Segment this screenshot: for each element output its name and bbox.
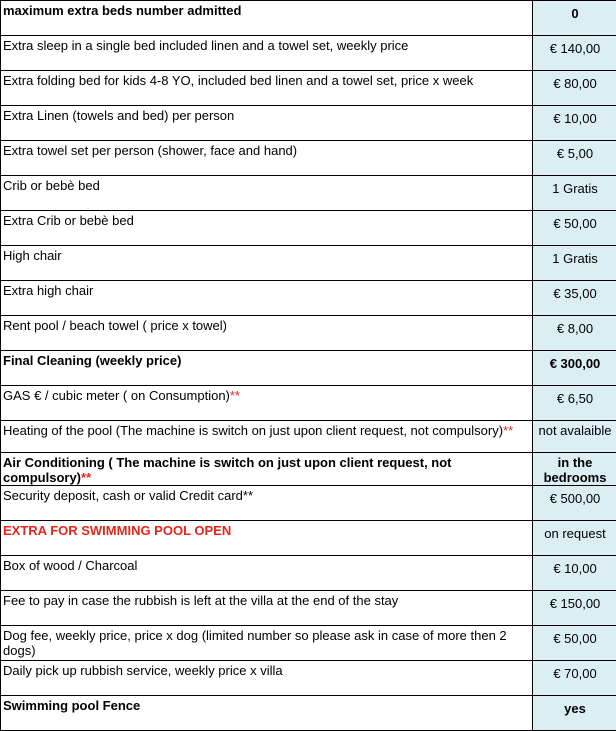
row-price: not avalaible bbox=[533, 421, 616, 453]
row-description bbox=[1, 36, 533, 71]
table-row bbox=[1, 486, 616, 521]
table-row bbox=[1, 176, 616, 211]
asterisk-note-mark: ** bbox=[230, 388, 240, 403]
row-price: 0 bbox=[533, 1, 616, 36]
row-price: 1 Gratis bbox=[533, 246, 616, 281]
description-text: Daily pick up rubbish service, weekly price x villa bbox=[3, 663, 283, 678]
description-text: Rent pool / beach towel ( price x towel) bbox=[3, 318, 227, 333]
table-row bbox=[1, 281, 616, 316]
row-price: on request bbox=[533, 521, 616, 556]
row-price: € 10,00 bbox=[533, 556, 616, 591]
table-row bbox=[1, 556, 616, 591]
description-text: High chair bbox=[3, 248, 62, 263]
asterisk-note-mark: ** bbox=[503, 423, 513, 438]
row-description bbox=[1, 626, 533, 661]
description-text: Air Conditioning ( The machine is switch on just upon client request, not compulsory) bbox=[3, 455, 452, 485]
row-description bbox=[1, 71, 533, 106]
table-row bbox=[1, 453, 616, 486]
asterisk-note-mark: ** bbox=[81, 470, 91, 485]
description-text: Crib or bebè bed bbox=[3, 178, 100, 193]
row-description bbox=[1, 1, 533, 36]
table-row bbox=[1, 661, 616, 696]
description-text: Extra sleep in a single bed included linen and a towel set, weekly price bbox=[3, 38, 408, 53]
table-row bbox=[1, 106, 616, 141]
description-text: Extra high chair bbox=[3, 283, 93, 298]
row-description bbox=[1, 661, 533, 696]
row-price: € 5,00 bbox=[533, 141, 616, 176]
description-text: Extra folding bed for kids 4-8 YO, included bed linen and a towel set, price x week bbox=[3, 73, 473, 88]
row-description bbox=[1, 246, 533, 281]
description-text: GAS € / cubic meter ( on Consumption) bbox=[3, 388, 230, 403]
table-row bbox=[1, 386, 616, 421]
row-description bbox=[1, 106, 533, 141]
table-row bbox=[1, 36, 616, 71]
table-row bbox=[1, 1, 616, 36]
row-price: € 500,00 bbox=[533, 486, 616, 521]
row-description bbox=[1, 351, 533, 386]
row-description bbox=[1, 453, 533, 486]
row-price: € 80,00 bbox=[533, 71, 616, 106]
description-text: Fee to pay in case the rubbish is left at the villa at the end of the stay bbox=[3, 593, 398, 608]
table-row bbox=[1, 351, 616, 386]
description-text: Extra Linen (towels and bed) per person bbox=[3, 108, 234, 123]
description-text: Dog fee, weekly price, price x dog (limited number so please ask in case of more then 2 dogs) bbox=[3, 628, 507, 658]
description-text: Box of wood / Charcoal bbox=[3, 558, 137, 573]
table-row bbox=[1, 591, 616, 626]
row-price: € 10,00 bbox=[533, 106, 616, 141]
row-description bbox=[1, 141, 533, 176]
description-text: EXTRA FOR SWIMMING POOL OPEN bbox=[3, 523, 231, 538]
description-text: Extra towel set per person (shower, face and hand) bbox=[3, 143, 297, 158]
row-description bbox=[1, 176, 533, 211]
table-row bbox=[1, 246, 616, 281]
description-text: maximum extra beds number admitted bbox=[3, 3, 241, 18]
row-price: € 70,00 bbox=[533, 661, 616, 696]
row-description bbox=[1, 556, 533, 591]
description-text: Heating of the pool (The machine is switch on just upon client request, not compulsory) bbox=[3, 423, 503, 438]
row-price: € 300,00 bbox=[533, 351, 616, 386]
row-description bbox=[1, 486, 533, 521]
description-text: Swimming pool Fence bbox=[3, 698, 140, 713]
row-description bbox=[1, 386, 533, 421]
row-price: € 35,00 bbox=[533, 281, 616, 316]
row-description bbox=[1, 521, 533, 556]
table-row bbox=[1, 211, 616, 246]
row-description bbox=[1, 421, 533, 453]
table-row bbox=[1, 521, 616, 556]
row-price: € 6,50 bbox=[533, 386, 616, 421]
row-price: yes bbox=[533, 696, 616, 731]
row-description bbox=[1, 281, 533, 316]
row-price: 1 Gratis bbox=[533, 176, 616, 211]
price-table-body bbox=[1, 1, 616, 731]
row-description bbox=[1, 591, 533, 626]
row-description bbox=[1, 211, 533, 246]
table-row bbox=[1, 626, 616, 661]
table-row bbox=[1, 421, 616, 453]
table-row bbox=[1, 696, 616, 731]
row-price: € 140,00 bbox=[533, 36, 616, 71]
table-row bbox=[1, 141, 616, 176]
row-price: € 50,00 bbox=[533, 626, 616, 661]
row-description bbox=[1, 316, 533, 351]
row-description bbox=[1, 696, 533, 731]
row-price: € 150,00 bbox=[533, 591, 616, 626]
row-price: in the bedrooms bbox=[533, 453, 616, 486]
row-price: € 8,00 bbox=[533, 316, 616, 351]
table-row bbox=[1, 316, 616, 351]
description-text: Extra Crib or bebè bed bbox=[3, 213, 134, 228]
row-price: € 50,00 bbox=[533, 211, 616, 246]
description-text: Security deposit, cash or valid Credit card** bbox=[3, 488, 253, 503]
table-row bbox=[1, 71, 616, 106]
description-text: Final Cleaning (weekly price) bbox=[3, 353, 181, 368]
